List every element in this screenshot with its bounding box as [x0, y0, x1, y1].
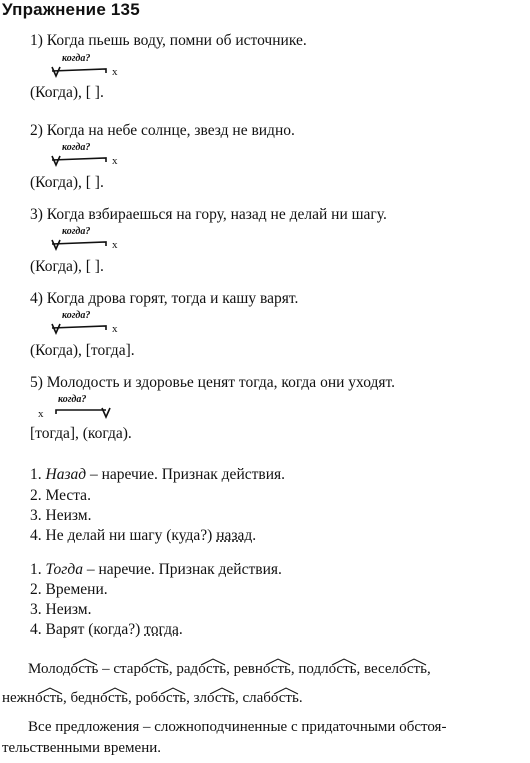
conclusion-line1: Все предложения – сложноподчиненные с придаточными обстоя- [28, 719, 447, 735]
word-9 [136, 690, 187, 707]
analysis1-rest: – наречие. Признак действия. [86, 466, 286, 483]
word-6 [364, 661, 427, 678]
word-2-root: стар [113, 661, 141, 677]
word-8 [71, 690, 129, 707]
word-1 [28, 661, 98, 678]
word-list-line1: Молодость – старость , радость , ревность , подлость , веселость , [28, 661, 431, 678]
suffix-arc [200, 658, 226, 666]
word-1-root: Молод [28, 661, 71, 677]
word-2 [113, 661, 169, 678]
analysis1-line3: 3. Неизм. [30, 507, 92, 524]
suffix-arc [273, 687, 299, 695]
sentence-5: 5) Молодость и здоровье ценят тогда, когда они уходят. [30, 374, 395, 391]
analysis1-line1 [30, 466, 285, 484]
marker-x-5: x [38, 408, 44, 420]
analysis1-l4-word: назад [216, 527, 253, 544]
analysis1-num: 1. [30, 466, 42, 483]
marker-x-2: x [112, 155, 118, 167]
word-9-root: роб [135, 690, 159, 706]
analysis1-l4-pre: 4. Не делай ни шагу (куда?) [30, 527, 217, 544]
scheme-arrow-4 [50, 321, 130, 335]
analysis2-line4 [30, 621, 183, 639]
word-4-root: ревн [233, 661, 263, 677]
scheme-arrow-5 [50, 405, 130, 419]
dash-separator: – [98, 661, 114, 677]
word-11-suffix: ость [270, 690, 299, 706]
analysis1-line2: 2. Места. [30, 487, 91, 504]
conclusion-line2: тельственными времени. [2, 740, 162, 756]
scheme-4: (Когда), [тогда]. [30, 342, 135, 359]
analysis2-line1 [30, 561, 282, 579]
scheme-3: (Когда), [ ]. [30, 258, 104, 275]
marker-x-1: x [112, 66, 118, 78]
analysis2-l4-end: . [178, 621, 183, 638]
word-7-suffix: ость [35, 690, 64, 706]
sentence-4: 4) Когда дрова горят, тогда и кашу варят. [30, 290, 299, 307]
analysis1-line4 [30, 527, 256, 545]
word-10-suffix: ость [207, 690, 235, 706]
question-label-2: когда? [62, 142, 91, 153]
analysis2-l4-word: тогда [144, 621, 179, 638]
word-7 [2, 690, 63, 707]
word-1-suffix: ость [70, 661, 99, 677]
sentence-3: 3) Когда взбираешься на гору, назад не делай ни шагу. [30, 206, 387, 223]
question-label-3: когда? [62, 226, 91, 237]
sentence-2: 2) Когда на небе солнце, звезд не видно. [30, 122, 295, 139]
analysis1-word: Назад [45, 466, 87, 483]
analysis1-l4-end: . [252, 527, 257, 544]
marker-x-4: x [112, 323, 118, 335]
suffix-arc [37, 687, 63, 695]
suffix-arc [143, 658, 169, 666]
word-3-suffix: ость [198, 661, 227, 677]
suffix-arc [265, 658, 291, 666]
word-5-root: подл [298, 661, 329, 677]
scheme-arrow-2 [50, 153, 130, 167]
scheme-arrow-1 [50, 64, 130, 78]
word-6-suffix: ость [399, 661, 427, 677]
word-7-root: нежн [2, 690, 36, 706]
word-9-suffix: ость [158, 690, 187, 706]
analysis2-num: 1. [30, 561, 42, 578]
analysis2-line3: 3. Неизм. [30, 601, 92, 618]
word-6-root: весел [364, 661, 400, 677]
scheme-1: (Когда), [ ]. [30, 84, 104, 101]
word-3-root: рад [176, 661, 199, 677]
sentence-1: 1) Когда пьешь воду, помни об источнике. [30, 32, 307, 49]
scheme-arrow-3 [50, 237, 130, 251]
suffix-arc [72, 658, 98, 666]
scheme-5: [тогда], (когда). [30, 425, 132, 442]
marker-x-3: x [112, 239, 118, 251]
exercise-title: Упражнение 135 [2, 0, 140, 19]
word-11 [242, 690, 298, 707]
suffix-arc [331, 658, 357, 666]
analysis2-rest: – наречие. Признак действия. [82, 561, 282, 578]
scheme-2: (Когда), [ ]. [30, 174, 104, 191]
suffix-arc [102, 687, 128, 695]
word-8-suffix: ость [100, 690, 129, 706]
word-11-root: слаб [242, 690, 271, 706]
word-2-suffix: ость [140, 661, 169, 677]
word-5 [298, 661, 356, 678]
word-8-root: бедн [70, 690, 101, 706]
analysis2-l4-pre: 4. Варят (когда?) [30, 621, 145, 638]
analysis2-line2: 2. Времени. [30, 581, 108, 598]
suffix-arc [401, 658, 427, 666]
suffix-arc [160, 687, 186, 695]
question-label-4: когда? [62, 310, 91, 321]
analysis2-word: Тогда [45, 561, 83, 578]
word-list-line2: нежность , бедность , робость , злость , слабость . [2, 690, 303, 707]
suffix-arc [209, 687, 235, 695]
word-3 [176, 661, 226, 678]
word-4 [234, 661, 291, 678]
word-5-suffix: ость [328, 661, 357, 677]
word-10-root: зл [193, 690, 208, 706]
question-label-1: когда? [62, 53, 91, 64]
word-10 [194, 690, 235, 707]
word-4-suffix: ость [262, 661, 291, 677]
question-label-5: когда? [58, 394, 87, 405]
